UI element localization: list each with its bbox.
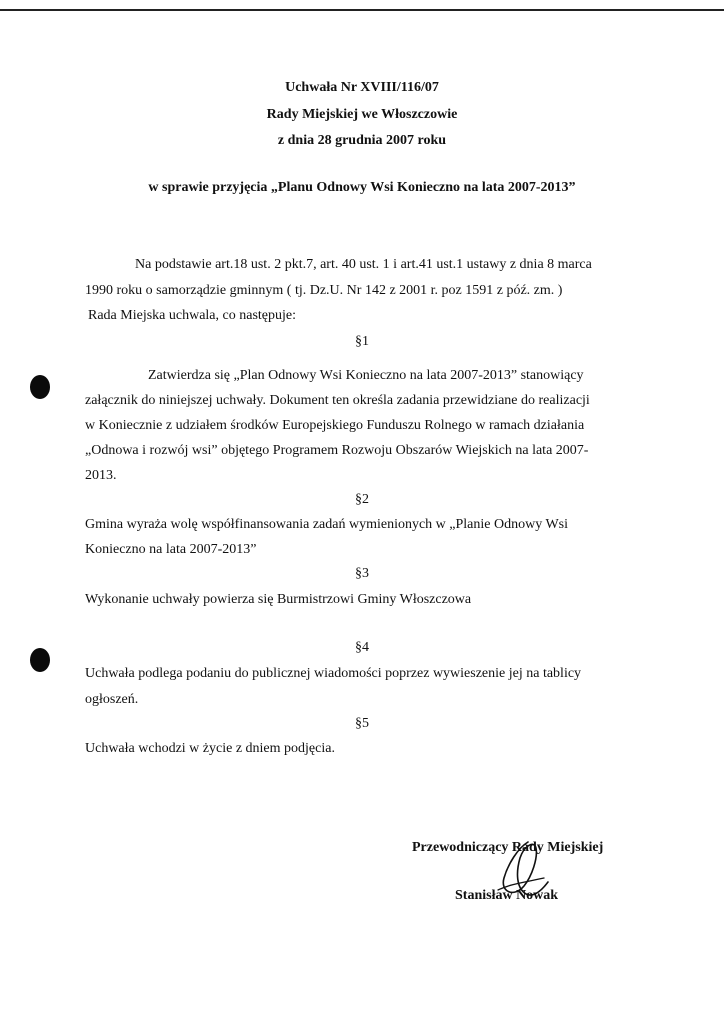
preamble-line: 1990 roku o samorządzie gminnym ( tj. Dz.U. Nr 142 z 2001 r. poz 1591 z póź. zm. )	[85, 283, 563, 298]
section-1-text: Zatwierdza się „Plan Odnowy Wsi Konieczno na lata 2007-2013” stanowiący	[148, 368, 584, 383]
section-1-text: załącznik do niniejszej uchwały. Dokument ten określa zadania przewidziane do realizacji	[85, 393, 590, 408]
signatory-name: Stanisław Nowak	[455, 888, 559, 903]
section-5-text: Uchwała wchodzi w życie z dniem podjęcia.	[85, 741, 335, 756]
council-name: Rady Miejskiej we Włoszczowie	[266, 107, 458, 122]
preamble-line: Rada Miejska uchwala, co następuje:	[88, 308, 296, 323]
section-3-text: Wykonanie uchwały powierza się Burmistrzowi Gminy Włoszczowa	[85, 592, 472, 607]
section-1-text: 2013.	[85, 468, 117, 483]
section-4-title: §4	[355, 640, 369, 655]
section-1-text: „Odnowa i rozwój wsi” objętego Programem Rozwoju Obszarów Wiejskich na lata 2007-	[85, 443, 589, 458]
signatory-title: Przewodniczący Rady Miejskiej	[412, 840, 604, 855]
preamble-line: Na podstawie art.18 ust. 2 pkt.7, art. 40 ust. 1 i art.41 ust.1 ustawy z dnia 8 marca	[135, 257, 592, 272]
top-rule	[0, 9, 724, 11]
section-1-title: §1	[355, 334, 369, 349]
section-5-title: §5	[355, 716, 369, 731]
section-3-title: §3	[355, 566, 369, 581]
section-2-text: Gmina wyraża wolę współfinansowania zadań wymienionych w „Planie Odnowy Wsi	[85, 517, 569, 532]
resolution-date: z dnia 28 grudnia 2007 roku	[277, 133, 447, 148]
section-4-text: ogłoszeń.	[85, 692, 139, 707]
section-2-title: §2	[355, 492, 369, 507]
section-1-text: w Koniecznie z udziałem środków Europejskiego Funduszu Rolnego w ramach działania	[85, 418, 585, 433]
section-2-text: Konieczno na lata 2007-2013”	[85, 542, 257, 557]
punch-hole	[30, 375, 50, 399]
resolution-subject: w sprawie przyjęcia „Planu Odnowy Wsi Konieczno na lata 2007-2013”	[148, 180, 576, 195]
section-4-text: Uchwała podlega podaniu do publicznej wiadomości poprzez wywieszenie jej na tablicy	[85, 666, 582, 681]
resolution-number: Uchwała Nr XVIII/116/07	[285, 80, 439, 95]
